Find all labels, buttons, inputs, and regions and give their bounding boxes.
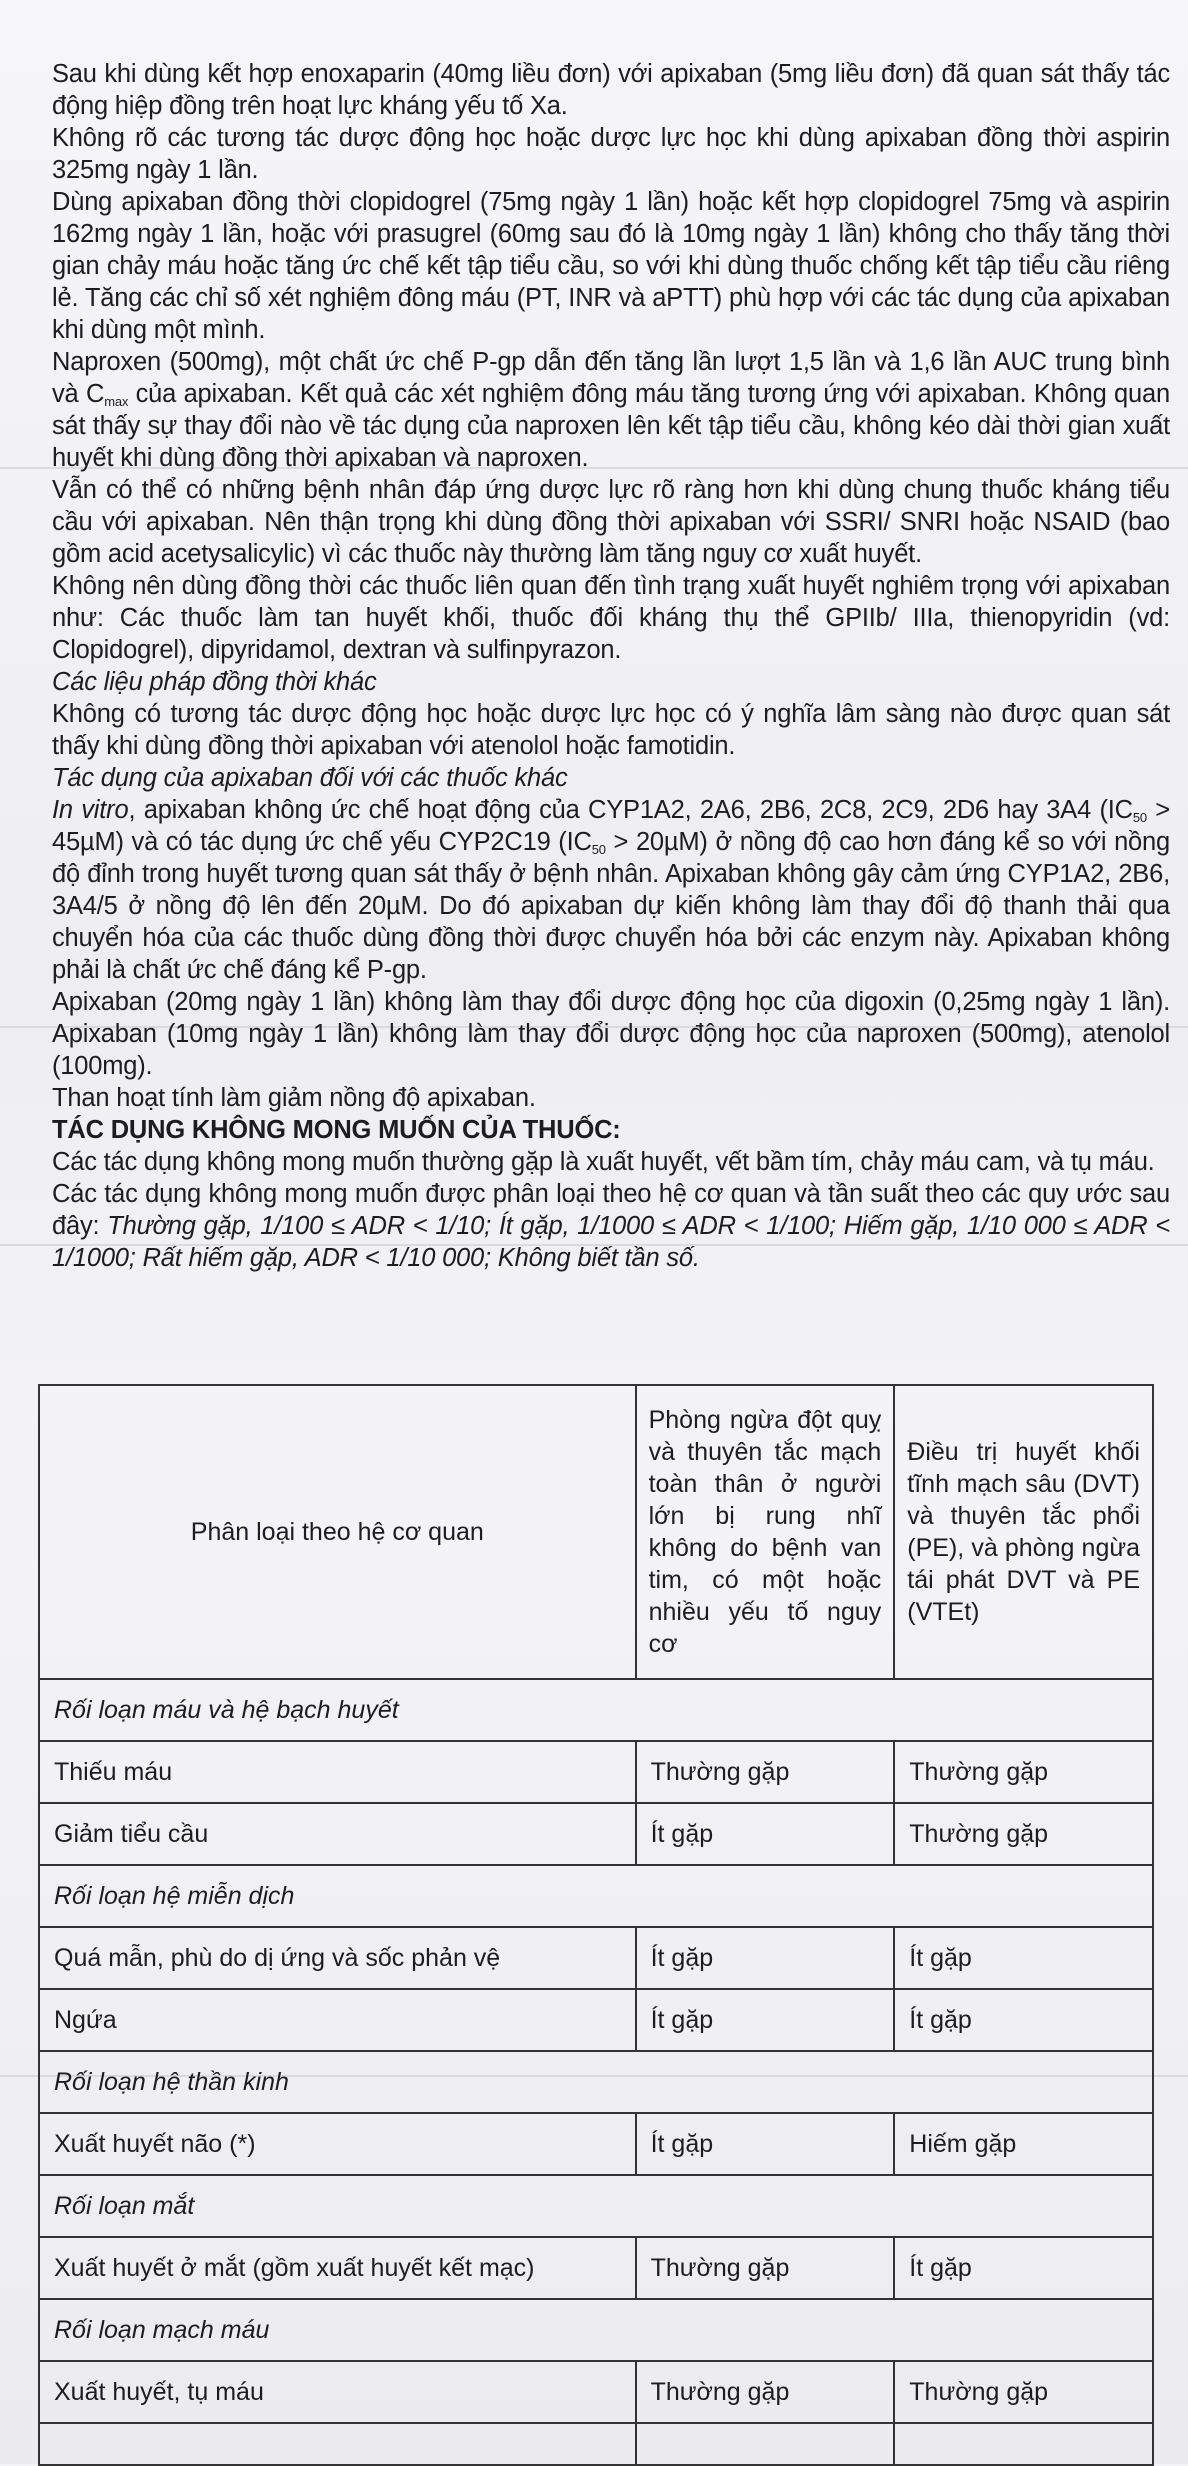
paragraph-contraindicated: Không nên dùng đồng thời các thuốc liên quan đến tình trạng xuất huyết nghiêm trọng với apixaban như: Các thuốc làm tan huyết khối, thuốc đối kháng thụ thể GPIIb/ IIIa, thienopyridin (vd: Clopidogrel), dipyridamol, dextran và sulfinpyrazon. — [52, 572, 1170, 664]
table-row: Quá mẫn, phù do dị ứng và sốc phản vệ Ít gặp Ít gặp — [39, 1927, 1153, 1989]
header-af-indication: Phòng ngừa đột quỵ và thuyên tắc mạch toàn thân ở người lớn bị rung nhĩ không do bệnh van tim, có một hoặc nhiều yếu tố nguy cơ — [636, 1385, 895, 1679]
paragraph-classification: Các tác dụng không mong muốn được phân loại theo hệ cơ quan và tần suất theo các quy ước sau đây: Thường gặp, 1/100 ≤ ADR < 1/10; Ít gặp, 1/1000 ≤ ADR < 1/100; Hiếm gặp, 1/10 000 ≤ ADR < 1/1000; Rất hiếm gặp, ADR < 1/10 000; Không biết tần số. — [52, 1180, 1170, 1272]
table-group-row: Rối loạn hệ thần kinh — [39, 2051, 1153, 2113]
table-group-row: Rối loạn mắt — [39, 2175, 1153, 2237]
header-organ-class: Phân loại theo hệ cơ quan — [39, 1385, 636, 1679]
paragraph-antiplatelet: Vẫn có thể có những bệnh nhân đáp ứng dược lực rõ ràng hơn khi dùng chung thuốc kháng tiểu cầu với apixaban. Nên thận trọng khi dùng đồng thời apixaban với SSRI/ SNRI hoặc NSAID (bao gồm acid acetysalicylic) vì các thuốc này thường làm tăng nguy cơ xuất huyết. — [52, 476, 1170, 568]
paragraph-charcoal: Than hoạt tính làm giảm nồng độ apixaban. — [52, 1084, 536, 1112]
paragraph-invitro: In vitro, apixaban không ức chế hoạt động của CYP1A2, 2A6, 2B6, 2C8, 2C9, 2D6 hay 3A4 $(IC_{50} > 45\mu M)$ và có tác dụng ức chế yếu CYP2C19 $(IC_{50} > 20\mu M)$ ở nồng độ cao hơn đáng kể so với nồng độ đỉnh trong huyết tương quan sát thấy ở bệnh nhân. Apixaban không gây cảm ứng CYP1A2, 2B6, 3A4/5 ở nồng độ lên đến 20µM. Do đó apixaban dự kiến không làm thay đổi độ thanh thải qua chuyển hóa của các thuốc dùng đồng thời được chuyển hóa bởi các enzym này. Apixaban không phải là chất ức chế đáng kể P-gp. — [52, 796, 1171, 984]
paragraph-enoxaparin: Sau khi dùng kết hợp enoxaparin (40mg liều đơn) với apixaban (5mg liều đơn) đã quan sát thấy tác động hiệp đồng trên hoạt lực kháng yếu tố Xa. — [52, 60, 1170, 120]
paragraph-naproxen: Naproxen (500mg), một chất ức chế P-gp dẫn đến tăng lần lượt 1,5 lần và 1,6 lần AUC trung bình và $C_{max}$ của apixaban. Kết quả các xét nghiệm đông máu tăng tương ứng với apixaban. Không quan sát thấy sự thay đổi nào về tác dụng của naproxen lên kết tập tiểu cầu, không kéo dài thời gian xuất huyết khi dùng đồng thời apixaban và naproxen. — [52, 348, 1170, 472]
table-row: Xuất huyết ở mắt (gồm xuất huyết kết mạc) Thường gặp Ít gặp — [39, 2237, 1153, 2299]
table-row: Xuất huyết não (*) Ít gặp Hiếm gặp — [39, 2113, 1153, 2175]
paragraph-atenolol: Không có tương tác dược động học hoặc dược lực học có ý nghĩa lâm sàng nào được quan sát thấy khi dùng đồng thời apixaban với atenolol hoặc famotidin. — [52, 700, 1170, 760]
adverse-reactions-table — [38, 1384, 1154, 2466]
subheading-effect-on-other-drugs: Tác dụng của apixaban đối với các thuốc khác — [52, 764, 568, 792]
table-row: Giảm tiểu cầu Ít gặp Thường gặp — [39, 1803, 1153, 1865]
table-row: Ngứa Ít gặp Ít gặp — [39, 1989, 1153, 2051]
paragraph-digoxin: Apixaban (20mg ngày 1 lần) không làm thay đổi dược động học của digoxin (0,25mg ngày 1 lần). Apixaban (10mg ngày 1 lần) không làm thay đổi dược động học của naproxen (500mg), atenolol (100mg). — [52, 988, 1170, 1080]
table-row: Thiếu máu Thường gặp Thường gặp — [39, 1741, 1153, 1803]
table-row-cut-off — [39, 2423, 1153, 2465]
header-vte-indication: Điều trị huyết khối tĩnh mạch sâu (DVT) và thuyên tắc phổi (PE), và phòng ngừa tái phát DVT và PE (VTEt) — [894, 1385, 1153, 1679]
table-group-row: Rối loạn hệ miễn dịch — [39, 1865, 1153, 1927]
table-group-row: Rối loạn mạch máu — [39, 2299, 1153, 2361]
paragraph-clopidogrel: Dùng apixaban đồng thời clopidogrel (75mg ngày 1 lần) hoặc kết hợp clopidogrel 75mg và aspirin 162mg ngày 1 lần, hoặc với prasugrel (60mg sau đó là 10mg ngày 1 lần) không cho thấy tăng thời gian chảy máu hoặc tăng ức chế kết tập tiểu cầu, so với khi dùng thuốc chống kết tập tiểu cầu riêng lẻ. Tăng các chỉ số xét nghiệm đông máu (PT, INR và aPTT) phù hợp với các tác dụng của apixaban khi dùng một mình. — [52, 188, 1170, 344]
table-group-row: Rối loạn máu và hệ bạch huyết — [39, 1679, 1153, 1741]
paragraph-aspirin: Không rõ các tương tác dược động học hoặc dược lực học khi dùng apixaban đồng thời aspirin 325mg ngày 1 lần. — [52, 124, 1170, 184]
table-row: Xuất huyết, tụ máu Thường gặp Thường gặp — [39, 2361, 1153, 2423]
table-header-row — [39, 1385, 1153, 1679]
paragraph-common-effects: Các tác dụng không mong muốn thường gặp là xuất huyết, vết bầm tím, chảy máu cam, và tụ máu. — [52, 1148, 1155, 1176]
section-heading-adverse-effects: TÁC DỤNG KHÔNG MONG MUỐN CỦA THUỐC: — [52, 1116, 621, 1144]
subheading-other-therapies: Các liệu pháp đồng thời khác — [52, 668, 377, 696]
leaflet-body-text — [52, 58, 1170, 1274]
